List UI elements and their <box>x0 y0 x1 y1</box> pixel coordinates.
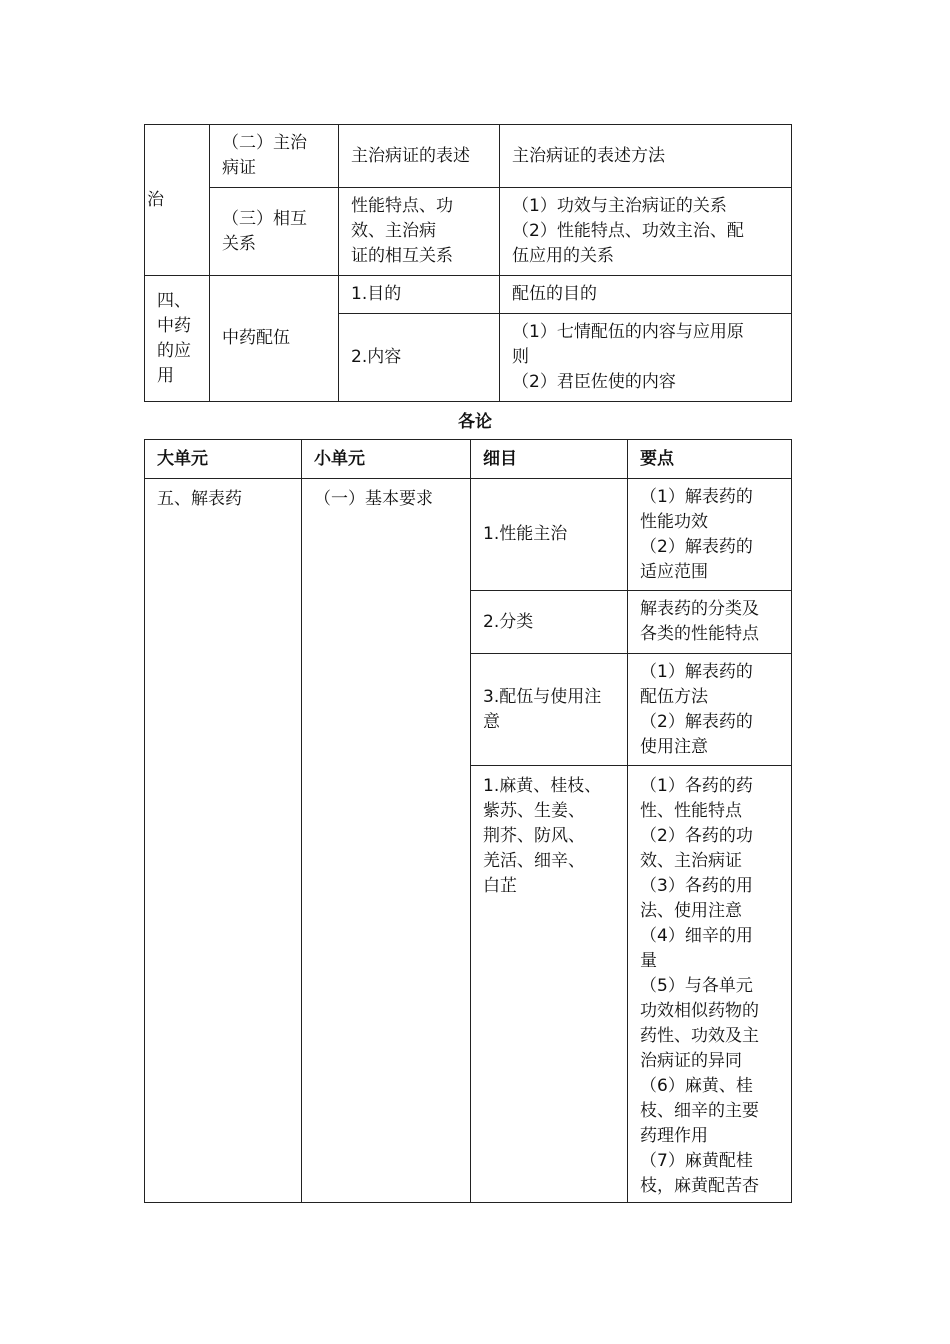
header-cell: 要点 <box>628 440 792 479</box>
points-cell: 解表药的分类及 各类的性能特点 <box>628 591 792 654</box>
header-cell: 小单元 <box>302 440 471 479</box>
detail-cell: 2.分类 <box>471 591 628 654</box>
header-cell: 大单元 <box>145 440 302 479</box>
subunit-cell: （三）相互 关系 <box>210 188 339 276</box>
detail-cell: 1.性能主治 <box>471 479 628 591</box>
points-cell: （1）各药的药 性、性能特点 （2）各药的功 效、主治病证 （3）各药的用 法、使用注意 （4）细辛的用 量 （5）与各单元 功效相似药物的 药性、功效及主 治病证的异同 （6）麻黄、桂 枝、细辛的主要 药理作用 （7）麻黄配桂 枝，麻黄配苦杏 <box>628 766 792 1203</box>
points-cell: （1）解表药的 性能功效 （2）解表药的 适应范围 <box>628 479 792 591</box>
header-cell: 细目 <box>471 440 628 479</box>
points-cell: 配伍的目的 <box>500 276 792 314</box>
unit-cell-zhi: 治 <box>145 125 210 276</box>
syllabus-table-specific <box>144 439 792 1203</box>
detail-cell: 1.麻黄、桂枝、 紫苏、生姜、 荆芥、防风、 羌活、细辛、 白芷 <box>471 766 628 1203</box>
unit-cell: 五、解表药 <box>145 479 302 1203</box>
detail-cell: 性能特点、功 效、主治病 证的相互关系 <box>339 188 500 276</box>
points-cell: 主治病证的表述方法 <box>500 125 792 188</box>
detail-cell: 主治病证的表述 <box>339 125 500 188</box>
points-cell: （1）功效与主治病证的关系 （2）性能特点、功效主治、配 伍应用的关系 <box>500 188 792 276</box>
syllabus-table-general <box>144 124 792 402</box>
detail-cell: 2.内容 <box>339 314 500 402</box>
subunit-cell: （一）基本要求 <box>302 479 471 1203</box>
points-cell: （1）七情配伍的内容与应用原 则 （2）君臣佐使的内容 <box>500 314 792 402</box>
subunit-cell: 中药配伍 <box>210 276 339 402</box>
points-cell: （1）解表药的 配伍方法 （2）解表药的 使用注意 <box>628 654 792 766</box>
section-title: 各论 <box>458 412 492 432</box>
subunit-cell: （二）主治 病证 <box>210 125 339 188</box>
detail-cell: 1.目的 <box>339 276 500 314</box>
unit-cell: 四、 中药 的应 用 <box>145 276 210 402</box>
detail-cell: 3.配伍与使用注 意 <box>471 654 628 766</box>
